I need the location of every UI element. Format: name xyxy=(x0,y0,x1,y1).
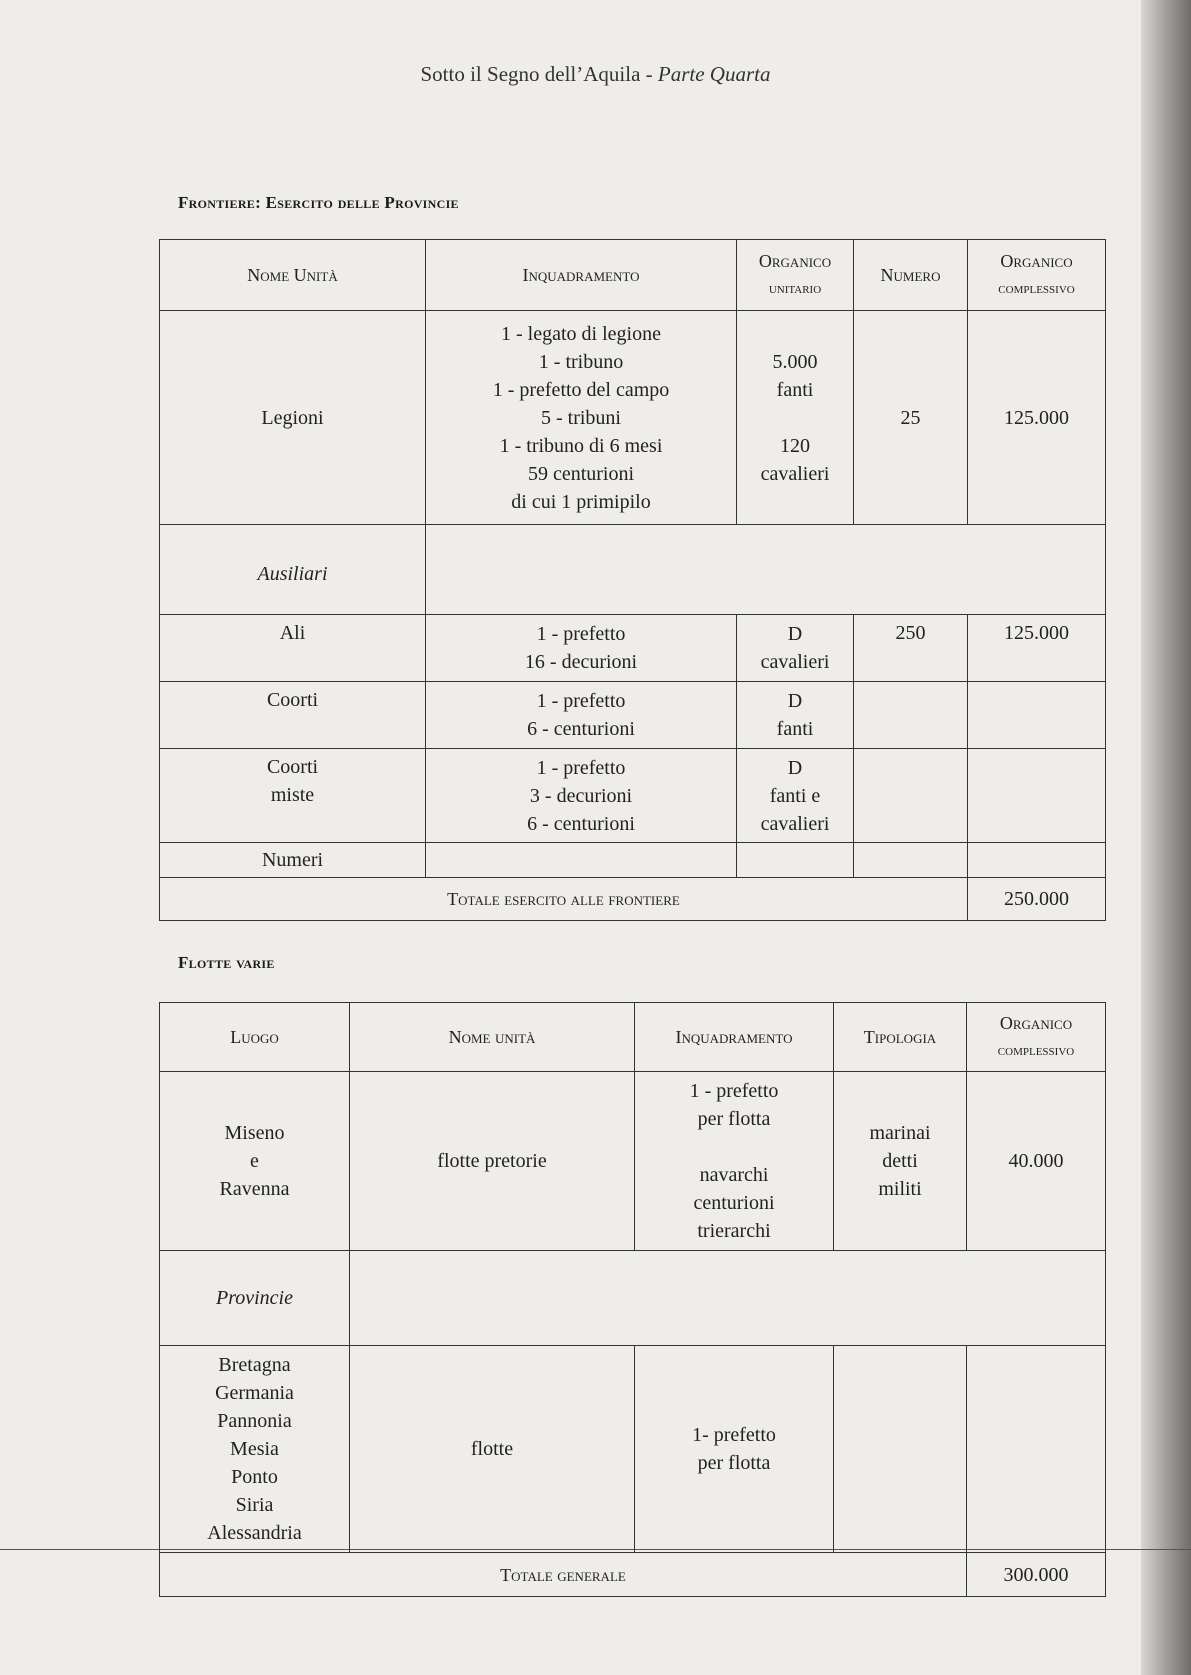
row-totale-frontiere xyxy=(160,878,1106,921)
col-header-numero: Numero xyxy=(854,240,968,311)
table-flotte-varie xyxy=(159,1002,1106,1597)
cell-totale-frontiere-label: Totale esercito alle frontiere xyxy=(160,878,968,921)
cell-pretorie-complessivo: 40.000 xyxy=(967,1072,1106,1251)
row-flotte-provinciali xyxy=(160,1346,1106,1553)
cell-provincie-empty xyxy=(350,1251,1106,1346)
col-header-luogo: Luogo xyxy=(160,1003,350,1072)
cell-legioni-inquadramento: 1 - legato di legione 1 - tribuno 1 - prefetto del campo 5 - tribuni 1 - tribuno di 6 mesi 59 centurioni di cui 1 primipilo xyxy=(426,311,737,525)
cell-provincie-label: Provincie xyxy=(160,1251,350,1346)
cell-totale-frontiere-value: 250.000 xyxy=(968,878,1106,921)
cell-legioni-name: Legioni xyxy=(160,311,426,525)
cell-ali-name: Ali xyxy=(160,615,426,682)
cell-coorti-complessivo xyxy=(968,682,1106,749)
col-header-organico-complessivo: Organico complessivo xyxy=(968,240,1106,311)
cell-totale-generale-label: Totale generale xyxy=(160,1553,967,1597)
cell-legioni-organico-unitario: 5.000 fanti 120 cavalieri xyxy=(737,311,854,525)
cell-numeri-numero xyxy=(854,843,968,878)
running-header xyxy=(0,62,1191,87)
cell-coorti-miste-organico-unitario: D fanti e cavalieri xyxy=(737,749,854,843)
cell-ali-organico-unitario: D cavalieri xyxy=(737,615,854,682)
cell-coorti-inquadramento: 1 - prefetto 6 - centurioni xyxy=(426,682,737,749)
row-coorti xyxy=(160,682,1106,749)
cell-ali-inquadramento: 1 - prefetto 16 - decurioni xyxy=(426,615,737,682)
cell-ausiliari-empty xyxy=(426,525,1106,615)
col-header-inquadramento: Inquadramento xyxy=(426,240,737,311)
row-legioni xyxy=(160,311,1106,525)
cell-numeri-organico-unitario xyxy=(737,843,854,878)
cell-pretorie-nome: flotte pretorie xyxy=(350,1072,635,1251)
section-title-flotte: Flotte varie xyxy=(178,953,275,972)
cell-legioni-complessivo: 125.000 xyxy=(968,311,1106,525)
col-header-nome: Nome Unità xyxy=(160,240,426,311)
table-esercito-provincie xyxy=(159,239,1106,921)
cell-coorti-miste-numero xyxy=(854,749,968,843)
cell-provinciali-tipologia xyxy=(834,1346,967,1553)
row-totale-generale xyxy=(160,1553,1106,1597)
cell-provinciali-luogo: Bretagna Germania Pannonia Mesia Ponto Siria Alessandria xyxy=(160,1346,350,1553)
table2-header-row xyxy=(160,1003,1106,1072)
row-ausiliari xyxy=(160,525,1106,615)
cell-pretorie-inquadramento: 1 - prefetto per flotta navarchi centurioni trierarchi xyxy=(635,1072,834,1251)
cell-provinciali-nome: flotte xyxy=(350,1346,635,1553)
col-header-nome-unita: Nome unità xyxy=(350,1003,635,1072)
cell-coorti-name: Coorti xyxy=(160,682,426,749)
header-subtitle: Parte Quarta xyxy=(657,62,771,86)
cell-numeri-complessivo xyxy=(968,843,1106,878)
row-numeri xyxy=(160,843,1106,878)
cell-pretorie-luogo: Miseno e Ravenna xyxy=(160,1072,350,1251)
cell-coorti-miste-name: Coorti miste xyxy=(160,749,426,843)
cell-ali-numero: 250 xyxy=(854,615,968,682)
cell-coorti-organico-unitario: D fanti xyxy=(737,682,854,749)
page-edge-shadow xyxy=(1141,0,1191,1675)
cell-provinciali-complessivo xyxy=(967,1346,1106,1553)
cell-pretorie-tipologia: marinai detti militi xyxy=(834,1072,967,1251)
row-coorti-miste xyxy=(160,749,1106,843)
cell-coorti-miste-complessivo xyxy=(968,749,1106,843)
cell-coorti-miste-inquadramento: 1 - prefetto 3 - decurioni 6 - centurioni xyxy=(426,749,737,843)
col-header-inquadramento-2: Inquadramento xyxy=(635,1003,834,1072)
col-header-tipologia: Tipologia xyxy=(834,1003,967,1072)
header-title: Sotto il Segno dell’Aquila - xyxy=(420,62,658,86)
row-flotte-pretorie xyxy=(160,1072,1106,1251)
cell-numeri-inquadramento xyxy=(426,843,737,878)
cell-numeri-name: Numeri xyxy=(160,843,426,878)
col-header-organico-unitario: Organico unitario xyxy=(737,240,854,311)
section-title-frontiere: Frontiere: Esercito delle Provincie xyxy=(178,193,459,212)
row-provincie xyxy=(160,1251,1106,1346)
cell-ali-complessivo: 125.000 xyxy=(968,615,1106,682)
cell-provinciali-inquadramento: 1- prefetto per flotta xyxy=(635,1346,834,1553)
row-ali xyxy=(160,615,1106,682)
table-header-row xyxy=(160,240,1106,311)
cell-coorti-numero xyxy=(854,682,968,749)
col-header-organico-complessivo-2: Organico complessivo xyxy=(967,1003,1106,1072)
cell-ausiliari-label: Ausiliari xyxy=(160,525,426,615)
cell-legioni-numero: 25 xyxy=(854,311,968,525)
cell-totale-generale-value: 300.000 xyxy=(967,1553,1106,1597)
